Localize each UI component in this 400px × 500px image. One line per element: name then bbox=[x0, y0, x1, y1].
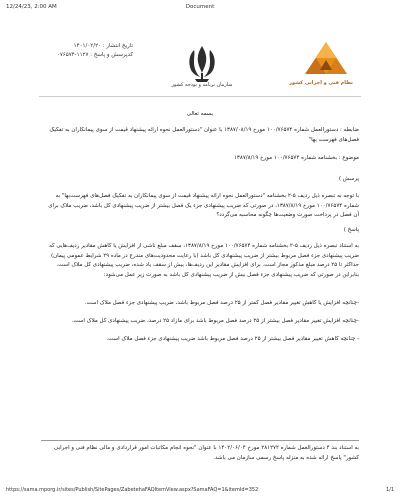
print-datetime: 12/24/23, 2:00 AM bbox=[6, 4, 57, 10]
letter-topic: موضوع : بخشنامه شماره ۱۰۰/۷۶۵۷۴ مورخ ۱۳۸۷/۸/۱۹ bbox=[233, 155, 359, 161]
page-url: https://sama.mporg.ir/sites/Publish/SitePages/ZabetehaFAQItemView.aspx?SamaFAQ=1&itemId=352 bbox=[6, 487, 259, 493]
print-header bbox=[0, 0, 400, 14]
letter-meta bbox=[43, 42, 133, 60]
footer-divider bbox=[41, 440, 359, 441]
answer-bullet: -چنانچه افزایش تغییر مقادیر فصل بیشتر از ۲۵ درصد فصل مربوط باشد برای مازاد ۲۵ درصد، ضریب پیشنهادی کل ملاک است. bbox=[71, 318, 359, 324]
print-title: Document bbox=[185, 4, 215, 10]
orange-cubes-logo-icon bbox=[303, 40, 349, 78]
answer-label: پاسخ ) bbox=[343, 227, 359, 233]
question-text: با توجه به تبصره ذیل ردیف ۵-۲ بخشنامه "دستورالعمل نحوه ارائه پیشنهاد قیمت از سوی پیمانکاران به تفکیک فصل‌های فهرست‌بها" به شماره ۱۰۰/۷۶۵۷۴ مورخ ۱۳۸۷/۸/۱۹، در صورتی که ضریب پیشنهادی جزء یک فصل بیشتر از ضریب پیشنهادی کل باشد، ضریب ملاک برای آن فصل در پرداخت صورت وضعیت‌ها چگونه محاسبه می‌گردد؟ bbox=[48, 193, 359, 218]
iran-emblem-icon bbox=[183, 42, 221, 84]
answer-bullet: - چنانچه کاهش تغییر مقادیر فصل بیشتر از ۲۵ درصد فصل مربوط باشد ضریب پیشنهادی جزء فصل ملاک است. bbox=[106, 336, 359, 342]
header-divider bbox=[39, 96, 361, 97]
emblem-label: سازمان برنامه و بودجه کشور bbox=[171, 82, 233, 88]
letter-subject: ضابطه : دستورالعمل شماره ۱۰۰/۷۶۵۷۴ مورخ ۱۳۸۷/۰۸/۱۹ با عنوان "دستورالعمل نحوه ارائه پیشنهاد قیمت از سوی پیمانکاران به تفکیک فصل‌های فهرست بها" bbox=[49, 127, 359, 143]
official-footer-note: به استناد بند ۴ دستورالعمل شماره ۲۸۱۲۷۲ مورخ ۱۴۰۲/۰۶/۰۴ با عنوان "نحوه انجام مکاتبات امور قراردادی و مالی نظام فنی و اجرایی کشور" پاسخ ارائه شده به منزله پاسخ رسمی سازمان می باشد. bbox=[54, 445, 359, 461]
answer-bullet: -چنانچه افزایش یا کاهش تغییر مقادیر فصل کمتر از ۲۵ درصد فصل مربوط باشد، ضریب پیشنهادی جزء فصل ملاک است. bbox=[84, 300, 359, 306]
page-number: 1/1 bbox=[385, 487, 394, 493]
logo-label: نظام فنی و اجرایی کشور bbox=[289, 80, 353, 86]
publish-date: تاریخ انتشار : ۱۴۰۱/۰۲/۲۰ bbox=[73, 43, 133, 49]
answer-text: به استناد تبصره ذیل ردیف ۵-۲ بخشنامه شماره ۱۰۰/۷۶۵۷۴ مورخ ۱۳۸۷/۸/۱۹، سقف مبلغ ناشی از افزایش یا کاهش مقادیر ردیف‌هایی که ضریب پیشنهادی جزء فصل مربوط بیشتر از ضریب پیشنهادی کل باشد (با رعایت محدودیت‌های مندرج در ماده ۲۹ شرایط عمومی پیمان) حداکثر تا ۲۵ درصد مبلغ مذکور مجاز است. برای افزایش مقادیر این ردیف‌ها، بیش از سقف یاد شده، ضریب پیشنهادی کل ملاک است. بنابراین در صورتی که ضریب پیشنهادی جزء فصل بیش از ضریب پیشنهادی کل باشد به صورت زیر عمل می‌شود: bbox=[49, 243, 359, 278]
document-page bbox=[33, 22, 367, 477]
bismillah: بسمه تعالی bbox=[186, 111, 214, 117]
faq-code: کدپرسش و پاسخ : ۱۱۲۷-۰۷۶۵۷۴ bbox=[56, 52, 133, 58]
question-label: پرسش ) bbox=[338, 176, 359, 182]
